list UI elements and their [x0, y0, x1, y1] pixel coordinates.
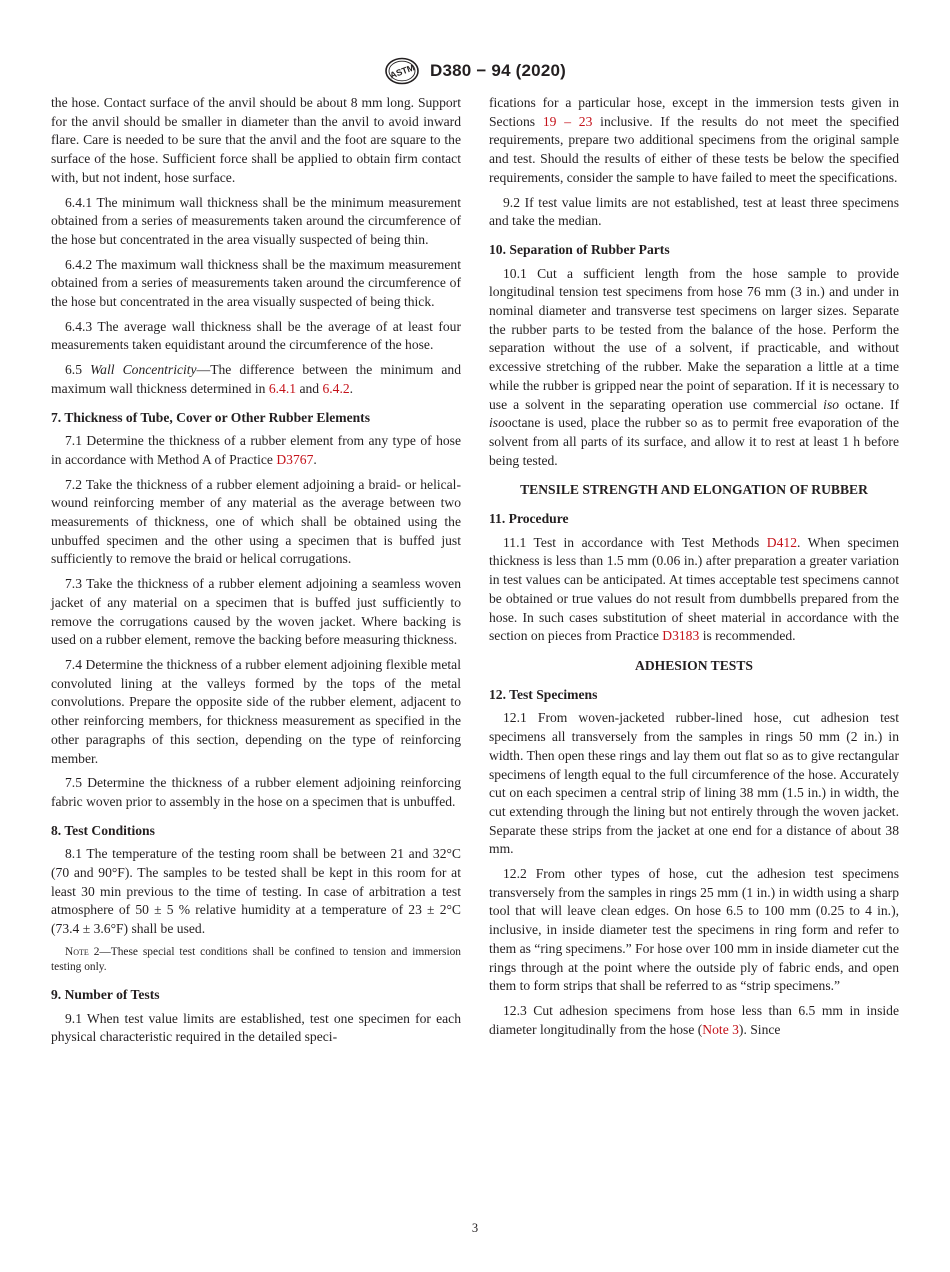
paragraph-6-4-cont: the hose. Contact surface of the anvil should be about 8 mm long. Support for the anvil should be smaller in diameter than the anvil to avoid inward flare. Care is needed to be sure that the anvil and the foot are square to the surface of the hose. Sufficient force shall be applied to obtain firm contact with, but not indent, hose surface. [51, 95, 461, 185]
section-7-heading: 7. Thickness of Tube, Cover or Other Rubber Elements [51, 409, 370, 425]
link-6-4-1[interactable]: 6.4.1 [268, 380, 297, 396]
section-12-heading: 12. Test Specimens [489, 686, 598, 702]
adhesion-tests-section-title: ADHESION TESTS [635, 657, 753, 673]
paragraph-6-4-3: 6.4.3 The average wall thickness shall be the average of at least four measurements taken equidistant around the circumference of the hose. [51, 318, 461, 353]
note-2: Note 2—These special test conditions shall be confined to tension and immersion testing only. [51, 945, 461, 974]
right-column [489, 94, 899, 1045]
link-d412[interactable]: D412 [766, 534, 798, 550]
document-designation: D380 − 94 (2020) [430, 61, 566, 80]
paragraph-7-4: 7.4 Determine the thickness of a rubber element adjoining flexible metal convoluted lining at the valleys formed by the tops of the metal convolutions. Prepare the opposite side of the rubber element, adjacent to other reinforcing members, for thickness measurement as specified in the other paragraphs of this section, depending on the type of reinforcing member. [51, 656, 461, 766]
paragraph-9-1-cont: fications for a particular hose, except in the immersion tests given in Sections 19 – 23 inclusive. If the results do not meet the specified requirements, prepare two additional specimens from the original sample and test. Should the results of either of these tests be below the specified requirements, consider the sample to have failed to meet the specifications. [489, 95, 900, 185]
paragraph-11-1: 11.1 Test in accordance with Test Methods D412. When specimen thickness is less than 1.5 mm (0.06 in.) after preparation a greater variation in test values can be anticipated. At times acceptable test specimens cannot be obtained or true values do not result from dumbbells prepared from the hose. In such cases substitution of sheet material in accordance with the section on pieces from Practice D3183 is recommended. [489, 534, 900, 644]
left-column [51, 94, 461, 1053]
paragraph-6-4-2: 6.4.2 The maximum wall thickness shall be the maximum measurement obtained from a series of measurements taken around the circumference of the hose but concentrated in the area visually suspected of being thick. [51, 256, 461, 310]
paragraph-6-5: 6.5 Wall Concentricity—The difference between the minimum and maximum wall thickness determined in 6.4.1 and 6.4.2. [51, 362, 461, 396]
astm-logo-icon [384, 57, 420, 85]
page-header [0, 57, 950, 85]
paragraph-7-2: 7.2 Take the thickness of a rubber element adjoining a braid- or helical-wound reinforcing member of any material as the average between two measurements of thickness, one of which shall be obtained using the unbuffed specimen and the other using a specimen that is buffed just sufficiently to remove the braid or helical corrugations. [51, 476, 461, 567]
paragraph-6-4-1: 6.4.1 The minimum wall thickness shall be the minimum measurement obtained from a series of measurements taken around the circumference of the hose but concentrated in the area visually suspected of being thin. [51, 194, 461, 247]
link-sections-19-23[interactable]: 19 – 23 [542, 113, 593, 129]
section-10-heading: 10. Separation of Rubber Parts [489, 241, 670, 257]
paragraph-7-5: 7.5 Determine the thickness of a rubber element adjoining reinforcing fabric woven prior to assembly in the hose on a specimen that is unbuffed. [51, 775, 461, 809]
link-d3183[interactable]: D3183 [662, 628, 700, 644]
paragraph-9-1: 9.1 When test value limits are established, test one specimen for each physical characteristic required in the detailed speci- [51, 1010, 461, 1045]
section-11-heading: 11. Procedure [489, 511, 569, 527]
link-note-3[interactable]: Note 3 [702, 1021, 739, 1037]
paragraph-7-1: 7.1 Determine the thickness of a rubber element from any type of hose in accordance with Method A of Practice D3767. [51, 433, 461, 467]
section-8-heading: 8. Test Conditions [51, 822, 155, 838]
paragraph-10-1: 10.1 Cut a sufficient length from the hose sample to provide longitudinal tension test specimens from hose 76 mm (3 in.) and under in nominal diameter and transverse test specimens on larger sizes. Separate the rubber parts to be tested from the balance of the hose. Perform the separation without the use of a solvent, if practicable, and without excessive stretching of the rubber. Make the separation a little at a time while the rubber is gripped near the point of separation. If it is necessary to use a solvent in the separating operation use commercial iso octane. If isooctane is used, place the rubber so as to permit free evaporation of the solvent from all parts of its surface, and allow it to rest at least 1 h before being tested. [489, 265, 899, 468]
paragraph-7-3: 7.3 Take the thickness of a rubber element adjoining a seamless woven jacket of any material on a specimen that is buffed just sufficiently to remove the corrugations caused by the woven jacket. Where backing is used on a rubber element, remove the backing before measuring thickness. [51, 576, 461, 648]
paragraph-8-1: 8.1 The temperature of the testing room shall be between 21 and 32°C (70 and 90°F). The samples to be tested shall be kept in this room for at least 30 min previous to the time of testing. In case of arbitration a test atmosphere of 50 ± 5 % relative humidity at a temperature of 23 ± 2°C (73.4 ± 3.6°F) shall be used. [51, 846, 461, 937]
page-number: 3 [471, 1221, 479, 1235]
paragraph-12-3: 12.3 Cut adhesion specimens from hose less than 6.5 mm in inside diameter longitudinally from the hose (Note 3). Since [489, 1002, 899, 1037]
svg-text:ASTM: ASTM [388, 62, 416, 81]
section-9-heading: 9. Number of Tests [51, 987, 160, 1003]
tensile-strength-section-title: TENSILE STRENGTH AND ELONGATION OF RUBBER [520, 482, 868, 498]
term-wall-concentricity: Wall Concentricity [90, 362, 197, 378]
paragraph-9-2: 9.2 If test value limits are not established, test at least three specimens and take the median. [489, 194, 899, 229]
paragraph-12-1: 12.1 From woven-jacketed rubber-lined hose, cut adhesion test specimens all transversely from the samples in rings 50 mm (2 in.) in width. Then open these rings and lay them out flat so as to give rectangular specimens of length equal to the full circumference of the hose. Accurately cut on each specimen a central strip of lining 38 mm (1.5 in.) in width, the cut extending through the lining but not entirely through the woven jacket. Separate these strips from the jacket at one end for a distance of about 38 mm. [489, 710, 899, 857]
link-d3767[interactable]: D3767 [276, 451, 314, 467]
link-6-4-2[interactable]: 6.4.2 [322, 380, 350, 396]
paragraph-12-2: 12.2 From other types of hose, cut the adhesion test specimens transversely from the samples in rings 25 mm (1 in.) in width using a sharp tool that will leave clean edges. On hose 6.5 to 100 mm (0.25 to 4 in.), inclusive, in inside diameter test the specimens in ring form and refer to them as “ring specimens.” For hose over 100 mm in inside diameter cut the rings through at the point where the outside ply of fabric ends, and open them to form strips that shall be referred to as “strip specimens.” [489, 866, 899, 994]
